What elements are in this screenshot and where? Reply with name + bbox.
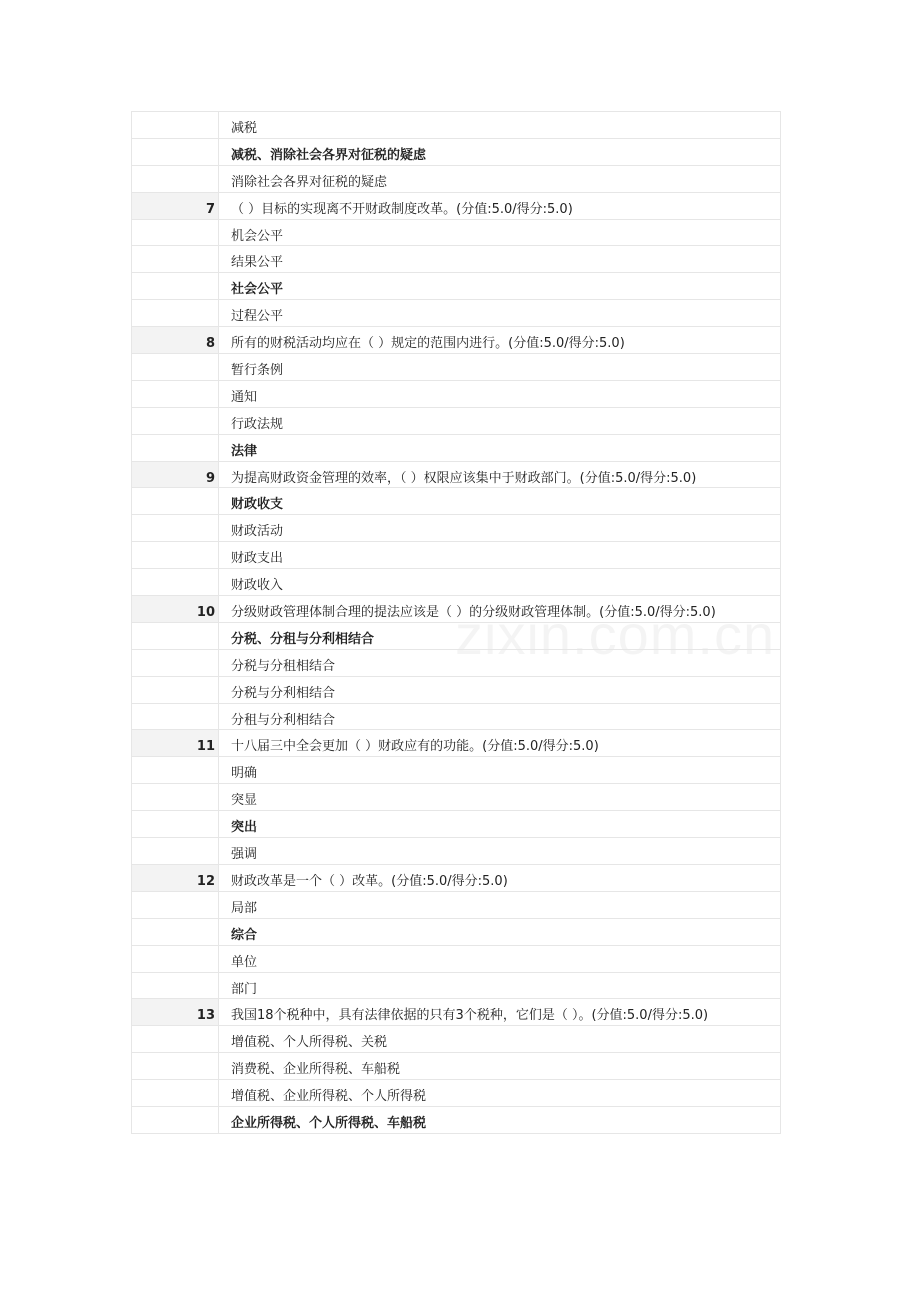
option-row [132,300,780,327]
number-cell [132,811,219,837]
number-cell [132,704,219,730]
number-cell [132,1107,219,1133]
option-text: 单位 [231,954,258,970]
option-row [132,273,780,300]
question-text: 我国18个税种中，具有法律依据的只有3个税种，它们是（ ）。(分值:5.0/得分:5.0) [231,1008,709,1024]
option-text: 局部 [231,900,258,916]
option-row [132,677,780,704]
number-cell [132,1053,219,1079]
option-row [132,166,780,193]
option-row [132,569,780,596]
question-text: 十八届三中全会更加（ ）财政应有的功能。(分值:5.0/得分:5.0) [231,739,599,755]
option-text: 财政活动 [231,524,284,540]
question-text: 财政改革是一个（ ）改革。(分值:5.0/得分:5.0) [231,873,508,889]
number-cell [132,139,219,165]
option-row [132,246,780,273]
question-row [132,193,780,220]
correct-option-text: 突出 [231,820,258,836]
option-text: 减税 [231,121,258,136]
option-text: 结果公平 [231,255,284,271]
option-text: 增值税、企业所得税、个人所得税 [231,1089,427,1105]
option-row [132,542,780,569]
question-number: 11 [132,730,219,756]
number-cell [132,1026,219,1052]
option-row [132,919,780,946]
option-text: 通知 [231,389,258,405]
option-text: 增值税、个人所得税、关税 [231,1035,388,1051]
question-number: 10 [132,596,219,622]
question-number: 7 [132,193,219,219]
option-row [132,892,780,919]
question-row [132,730,780,757]
number-cell [132,677,219,703]
option-text: 行政法规 [231,416,284,432]
correct-option-text: 法律 [231,443,258,459]
number-cell [132,892,219,918]
number-cell [132,354,219,380]
question-number: 8 [132,327,219,353]
number-cell [132,838,219,864]
option-row [132,1107,780,1134]
correct-option-text: 综合 [231,927,258,943]
option-row [132,623,780,650]
quiz-table [131,111,781,1134]
number-cell [132,220,219,246]
option-text: 机会公平 [231,228,284,244]
number-cell [132,919,219,945]
question-number: 9 [132,462,219,488]
option-row [132,704,780,731]
number-cell [132,757,219,783]
number-cell [132,946,219,972]
option-row [132,408,780,435]
option-row [132,838,780,865]
number-cell [132,973,219,999]
number-cell [132,408,219,434]
option-text: 消费税、企业所得税、车船税 [231,1062,401,1078]
number-cell [132,166,219,192]
number-cell [132,435,219,461]
number-cell [132,650,219,676]
question-number: 12 [132,865,219,891]
number-cell [132,300,219,326]
number-cell [132,784,219,810]
option-row [132,515,780,542]
question-text: 所有的财税活动均应在（ ）规定的范围内进行。(分值:5.0/得分:5.0) [231,336,625,352]
option-text: 分税与分利相结合 [231,685,336,701]
option-text: 暂行条例 [231,363,284,379]
number-cell [132,381,219,407]
option-row [132,1053,780,1080]
question-text: 为提高财政资金管理的效率，（ ）权限应该集中于财政部门。(分值:5.0/得分:5.0) [231,470,697,486]
question-row [132,999,780,1026]
option-text: 分租与分利相结合 [231,712,336,728]
number-cell [132,1080,219,1106]
correct-option-text: 减税、消除社会各界对征税的疑虑 [231,147,427,163]
option-row [132,1080,780,1107]
option-row [132,139,780,166]
option-text: 明确 [231,766,258,782]
option-text: 财政收入 [231,578,284,594]
option-text: 部门 [231,981,258,997]
option-row [132,1026,780,1053]
option-text: 消除社会各界对征税的疑虑 [231,174,388,190]
question-row [132,327,780,354]
option-text: 财政支出 [231,551,284,567]
question-row [132,596,780,623]
option-row [132,650,780,677]
option-row [132,381,780,408]
option-row [132,811,780,838]
option-row [132,220,780,247]
question-text: 分级财政管理体制合理的提法应该是（ ）的分级财政管理体制。(分值:5.0/得分:5.0) [231,605,716,621]
option-row [132,488,780,515]
option-text: 强调 [231,847,258,863]
correct-option-text: 财政收支 [231,497,284,513]
option-row [132,112,780,139]
question-text: （ ）目标的实现离不开财政制度改革。(分值:5.0/得分:5.0) [231,201,573,217]
correct-option-text: 社会公平 [231,282,284,298]
number-cell [132,515,219,541]
option-row [132,784,780,811]
option-row [132,354,780,381]
number-cell [132,623,219,649]
question-row [132,865,780,892]
number-cell [132,542,219,568]
option-text: 分税与分租相结合 [231,658,336,674]
number-cell [132,273,219,299]
question-row [132,462,780,489]
question-number: 13 [132,999,219,1025]
correct-option-text: 企业所得税、个人所得税、车船税 [231,1115,427,1131]
option-text: 过程公平 [231,309,284,325]
option-row [132,757,780,784]
option-row [132,946,780,973]
option-row [132,973,780,1000]
correct-option-text: 分税、分租与分利相结合 [231,631,375,647]
number-cell [132,569,219,595]
option-text: 突显 [231,793,258,809]
option-row [132,435,780,462]
number-cell [132,112,219,138]
number-cell [132,488,219,514]
number-cell [132,246,219,272]
